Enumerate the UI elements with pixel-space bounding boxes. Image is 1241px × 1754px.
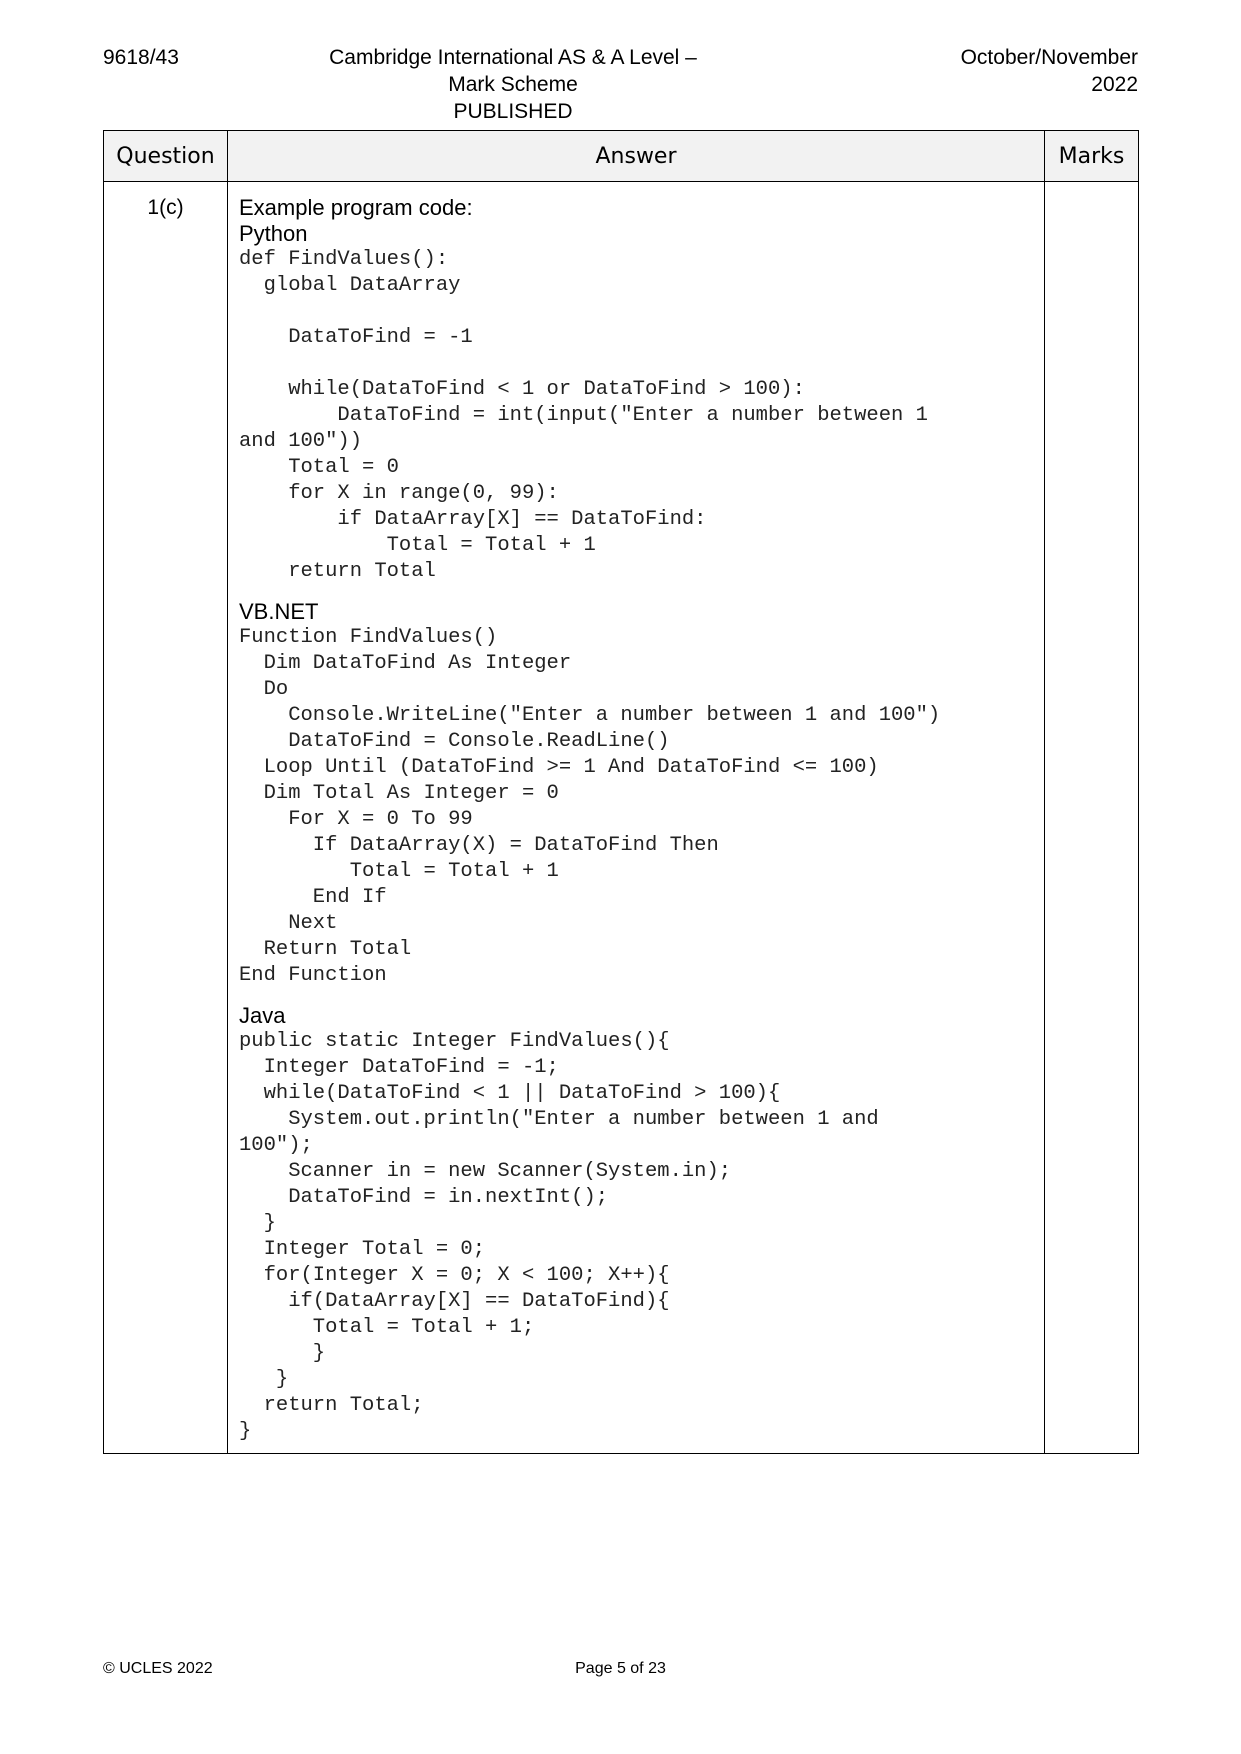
answer-intro: Example program code: (239, 195, 473, 220)
answer-cell (228, 182, 1045, 1454)
exam-session (961, 44, 1138, 98)
paper-code: 9618/43 (103, 46, 179, 69)
section-gap (239, 989, 1034, 1003)
page-header (103, 44, 1138, 123)
table-row (104, 182, 1139, 1454)
marks-cell (1045, 182, 1139, 1454)
table-header-row (104, 131, 1139, 182)
session-line-1: October/November (960, 46, 1138, 69)
title-line-1: Cambridge International AS & A Level – Mark Scheme (329, 46, 697, 96)
session-line-2: 2022 (1091, 73, 1138, 96)
marks-header: Marks (1045, 131, 1139, 182)
python-code: def FindValues(): global DataArray DataToFind = -1 while(DataToFind < 1 or DataToFind > 100): DataToFind = int(input("Enter a number between 1 and 100")) Total = 0 for X in range(0, 99): if DataArray[X] == DataToFind: Total = Total + 1 return Total (239, 248, 928, 583)
java-label: Java (239, 1003, 286, 1028)
section-gap (239, 585, 1034, 599)
vbnet-label: VB.NET (239, 599, 319, 624)
java-code: public static Integer FindValues(){ Integer DataToFind = -1; while(DataToFind < 1 || DataToFind > 100){ System.out.println("Enter a number between 1 and 100"); Scanner in = new Scanner(System.in); DataToFind = in.nextInt(); } Integer Total = 0; for(Integer X = 0; X < 100; X++){ if(DataArray[X] == DataToFind){ Total = Total + 1; } } return Total; } (239, 1030, 879, 1443)
answer-header: Answer (228, 131, 1045, 182)
title-line-2: PUBLISHED (453, 100, 573, 123)
question-header: Question (104, 131, 228, 182)
python-label: Python (239, 221, 308, 246)
question-number: 1(c) (104, 182, 228, 1454)
page-number: Page 5 of 23 (575, 1660, 666, 1677)
mark-scheme-table (103, 130, 1139, 1454)
vbnet-code: Function FindValues() Dim DataToFind As Integer Do Console.WriteLine("Enter a number between 1 and 100") DataToFind = Console.ReadLine() Loop Until (DataToFind >= 1 And DataToFind <= 100) Dim Total As Integer = 0 For X = 0 To 99 If DataArray(X) = DataToFind Then Total = Total + 1 End If Next Return Total End Function (239, 626, 941, 987)
copyright-notice: © UCLES 2022 (103, 1660, 213, 1677)
document-title (303, 44, 723, 125)
